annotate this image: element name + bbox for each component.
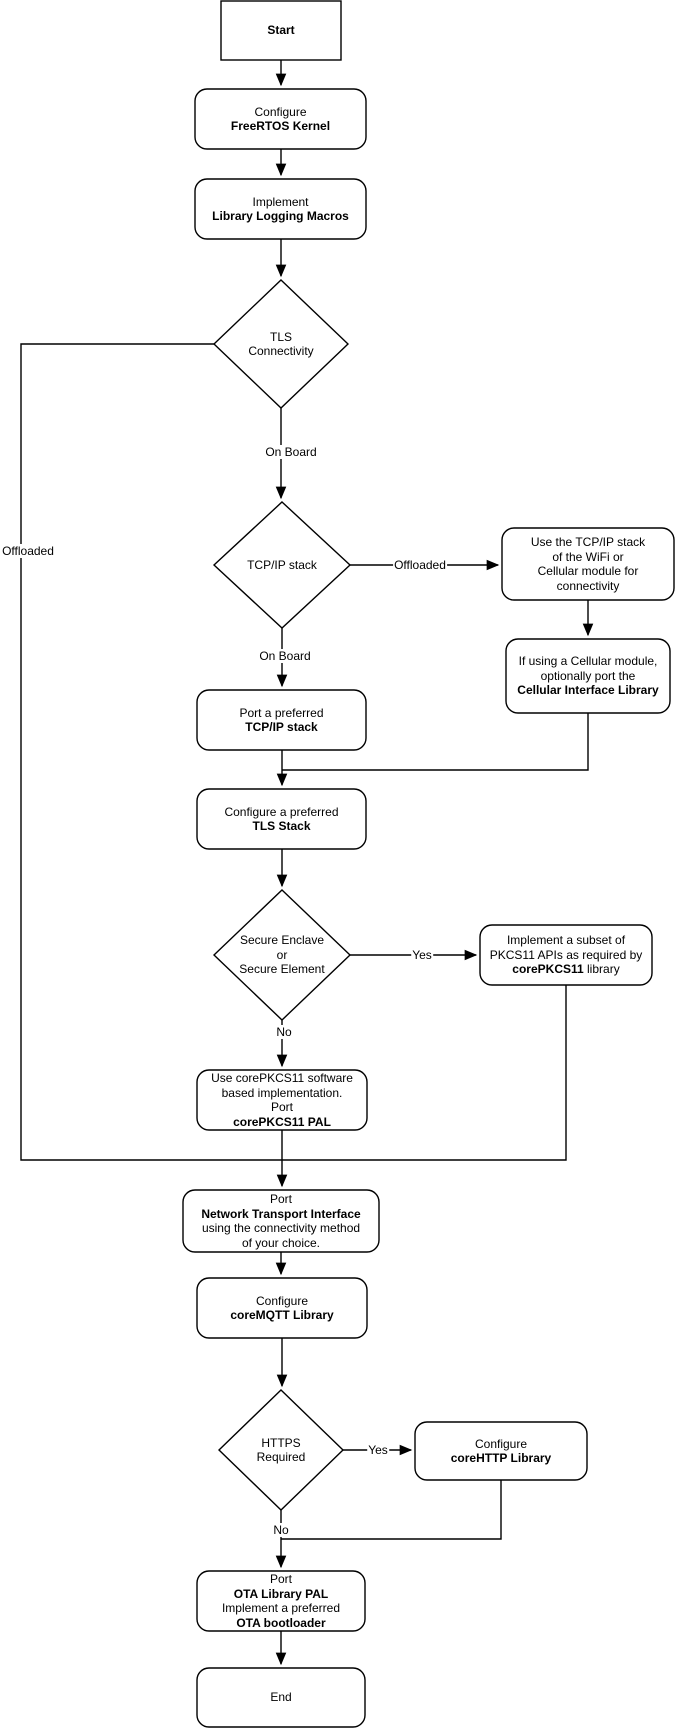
- pkcs11-pal-node-label: Use corePKCS11 software based implementation. Port corePKCS11 PAL: [211, 1071, 353, 1129]
- edge-label-tcpip-on-board: On Board: [259, 649, 311, 663]
- secure-enclave-decision-shape: [214, 890, 350, 1020]
- https-required-decision-shape: [219, 1390, 343, 1510]
- coremqtt-node-label: Configure coreMQTT Library: [230, 1293, 334, 1322]
- secure-enclave-decision-label: Secure Enclave or Secure Element: [239, 933, 325, 977]
- edge-corehttp-to-ota-junction: [281, 1480, 501, 1539]
- pkcs11-subset-node-shape: [480, 925, 652, 985]
- cellular-interface-node-shape: [506, 639, 670, 713]
- edge-tls-offloaded-bypass: [21, 344, 282, 1160]
- tls-connectivity-decision-shape: [214, 280, 348, 408]
- ota-node-label: Port OTA Library PAL Implement a preferred OTA bootloader: [221, 1572, 341, 1630]
- edge-label-tls-on-board: On Board: [265, 445, 317, 459]
- start-node-shape: [221, 1, 341, 60]
- offloaded-stack-node-shape: [502, 528, 674, 600]
- edge-label-secure-yes: Yes: [412, 948, 432, 962]
- kernel-node-shape: [195, 89, 366, 149]
- logging-node-label: Implement Library Logging Macros: [212, 194, 349, 223]
- corehttp-node-shape: [415, 1422, 587, 1480]
- corehttp-node-label: Configure coreHTTP Library: [450, 1436, 552, 1465]
- edge-label-tls-offloaded: Offloaded: [2, 544, 54, 558]
- ota-node-shape: [197, 1571, 365, 1631]
- logging-node-shape: [195, 179, 366, 239]
- pkcs11-pal-node-shape: [197, 1070, 367, 1130]
- end-node-label: End: [270, 1690, 292, 1705]
- tls-stack-node-shape: [197, 789, 366, 849]
- edge-label-secure-no: No: [276, 1025, 292, 1039]
- cellular-interface-node-label: If using a Cellular module, optionally port the Cellular Interface Library: [517, 654, 659, 698]
- edge-label-tcpip-offloaded: Offloaded: [394, 558, 446, 572]
- edge-label-https-yes: Yes: [368, 1443, 388, 1457]
- pkcs11-subset-node-label: Implement a subset of PKCS11 APIs as required by corePKCS11 library: [489, 933, 643, 977]
- port-tcpip-node-shape: [197, 690, 366, 750]
- kernel-node-label: Configure FreeRTOS Kernel: [230, 104, 331, 133]
- tcpip-stack-decision-shape: [214, 502, 350, 628]
- https-required-decision-label: HTTPS Required: [256, 1435, 306, 1464]
- start-node-label: Start: [267, 23, 295, 38]
- port-tcpip-node-label: Port a preferred TCP/IP stack: [239, 705, 324, 734]
- tls-connectivity-decision-label: TLS Connectivity: [248, 329, 314, 358]
- transport-node-shape: [183, 1190, 379, 1252]
- coremqtt-node-shape: [197, 1278, 367, 1338]
- offloaded-stack-node-label: Use the TCP/IP stack of the WiFi or Cellular module for connectivity: [530, 535, 646, 593]
- transport-node-label: Port Network Transport Interface using the connectivity method of your choice.: [201, 1192, 361, 1250]
- tls-stack-node-label: Configure a preferred TLS Stack: [224, 804, 339, 833]
- tcpip-stack-decision-label: TCP/IP stack: [247, 557, 317, 572]
- edge-label-https-no: No: [273, 1523, 289, 1537]
- end-node-shape: [197, 1668, 365, 1727]
